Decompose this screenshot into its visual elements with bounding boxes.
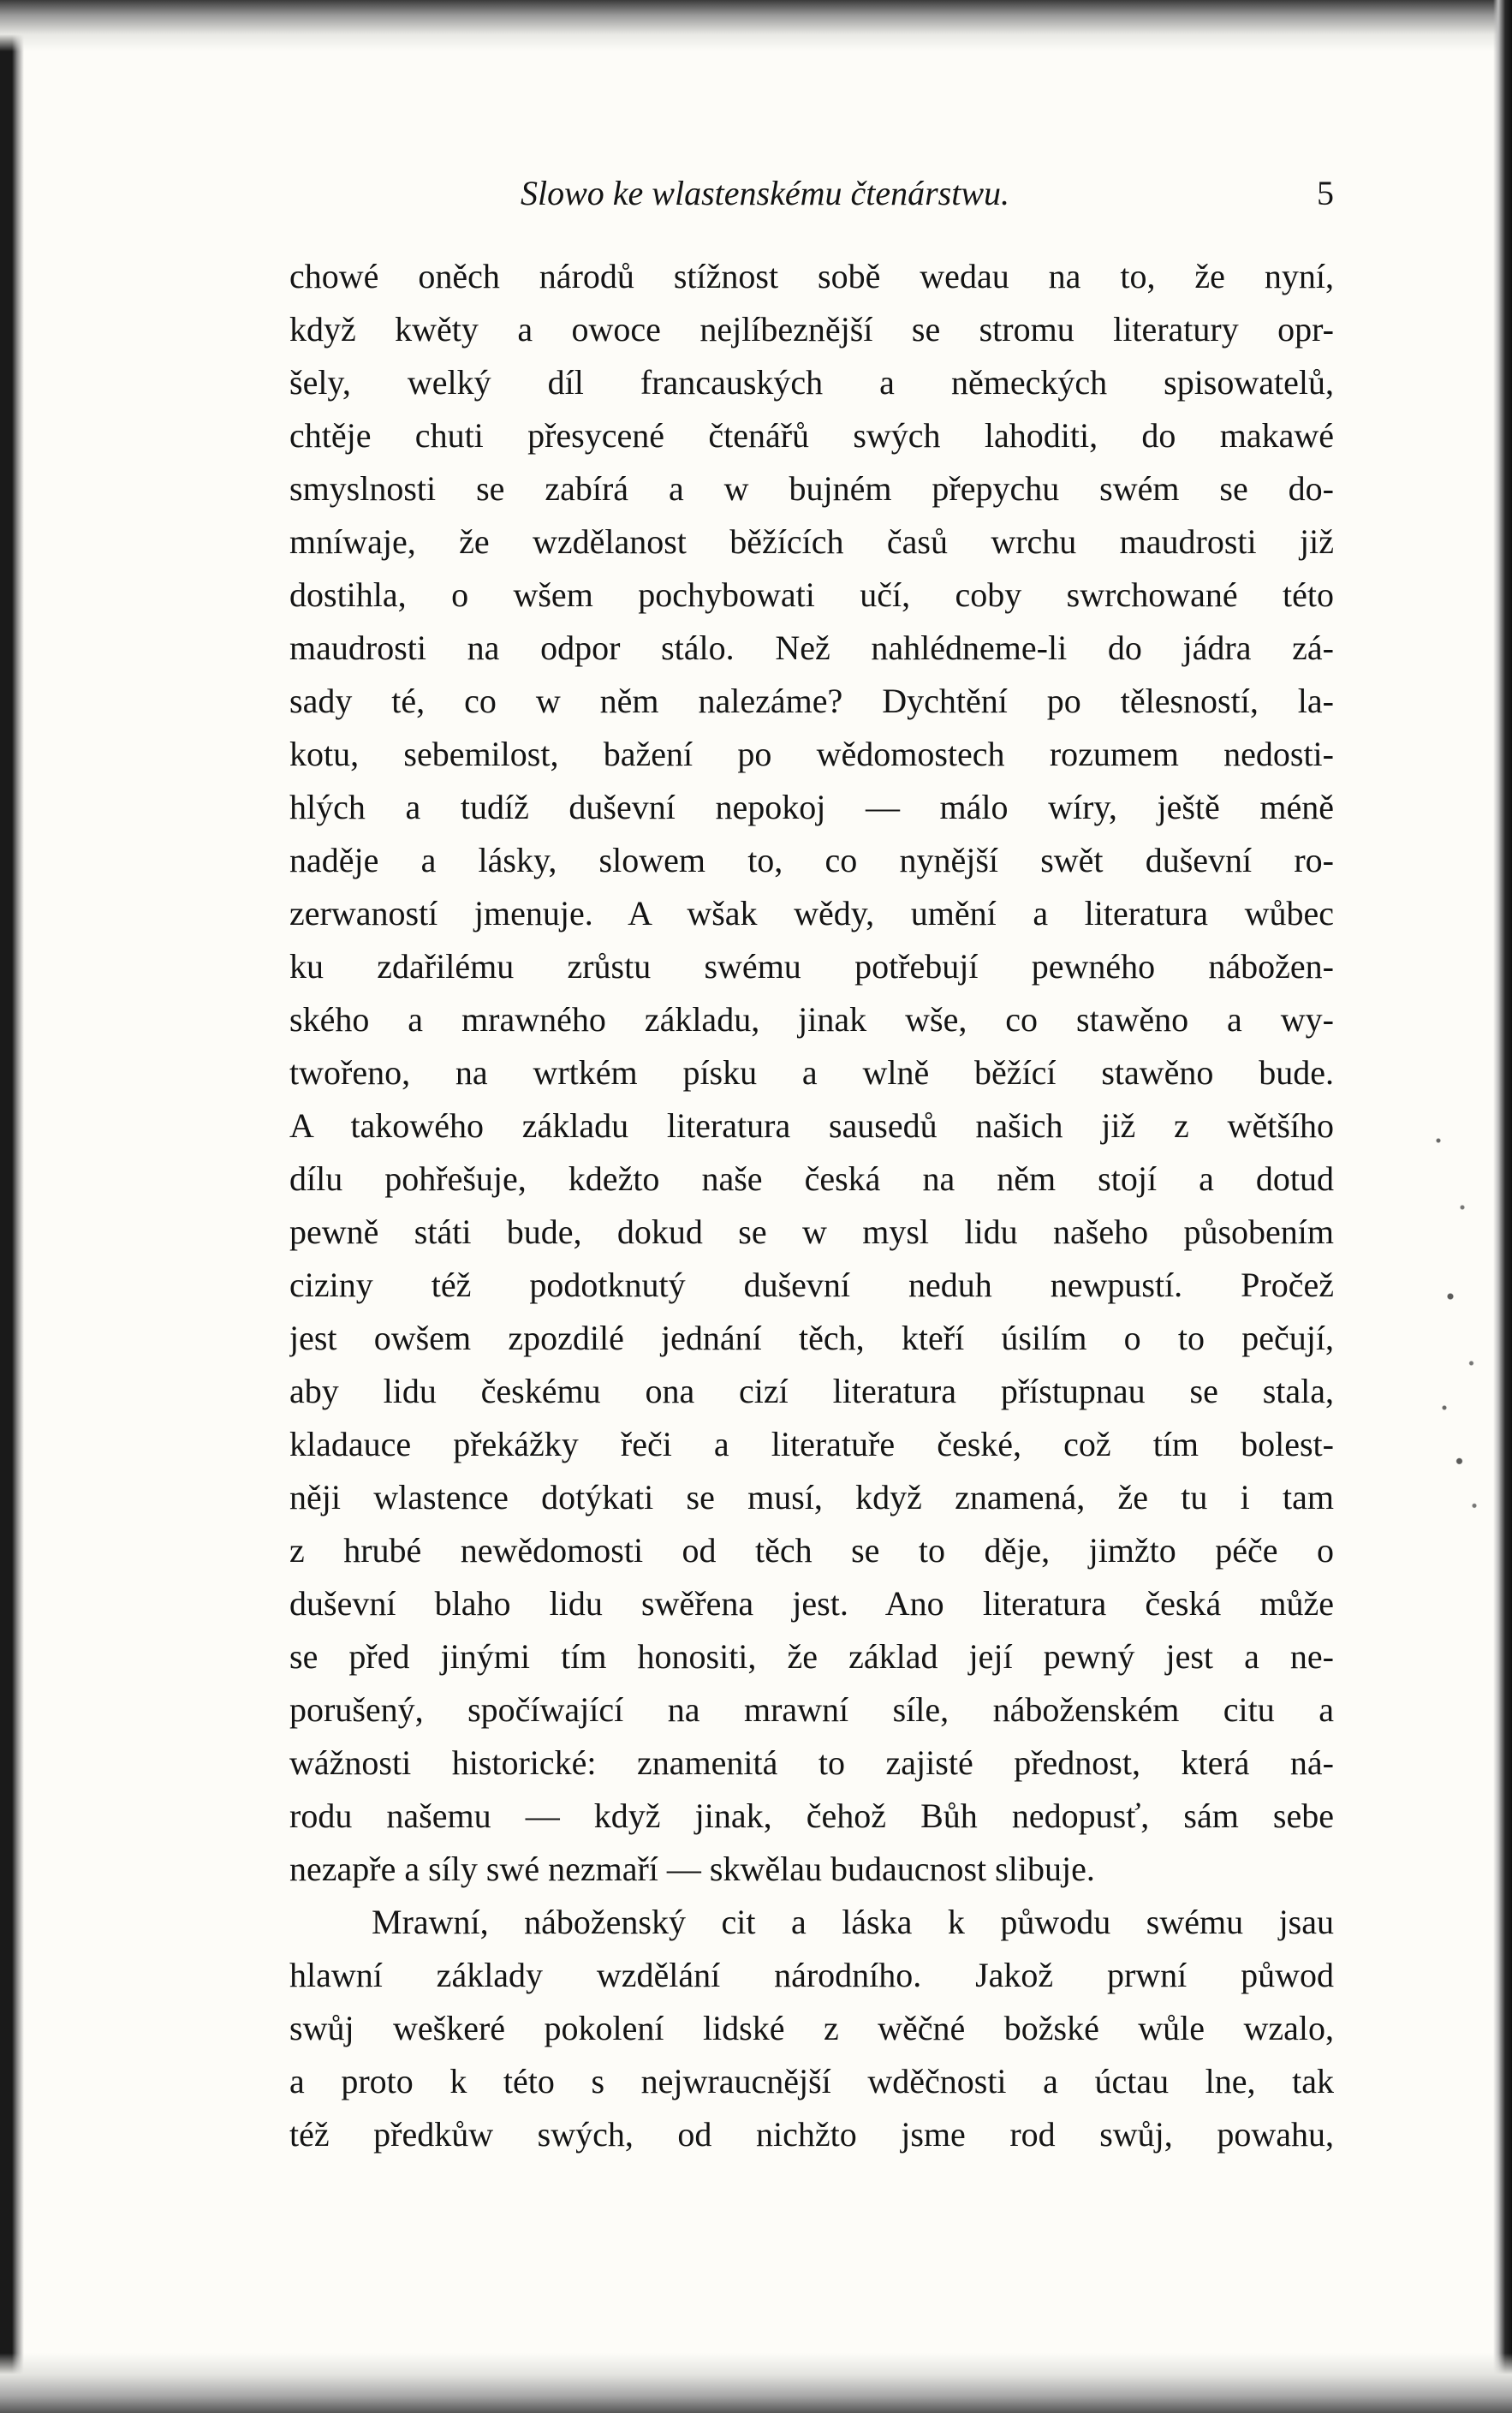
text-line: chtěje chuti přesycené čtenářů swých lahoditi, do makawé	[289, 416, 1334, 455]
text-line: když kwěty a owoce nejlíbeznější se stromu literatury opr-	[289, 310, 1334, 349]
text-line: dostihla, o wšem pochybowati učí, coby swrchowané této	[289, 575, 1334, 614]
text-line: swůj weškeré pokolení lidské z wěčné božské wůle wzalo,	[289, 2009, 1334, 2047]
text-line: Mrawní, náboženský cit a láska k půwodu swému jsau	[372, 1903, 1334, 1941]
scan-edge-bottom	[0, 2353, 1512, 2413]
body-text	[289, 250, 1334, 2161]
text-line: ského a mrawného základu, jinak wše, co stawěno a wy-	[289, 1000, 1334, 1039]
text-line: aby lidu českému ona cizí literatura přístupnau se stala,	[289, 1372, 1334, 1410]
text-line: naděje a lásky, slowem to, co nynější swět duševní ro-	[289, 841, 1334, 879]
text-line: duševní blaho lidu swěřena jest. Ano literatura česká může	[289, 1584, 1334, 1623]
page-number: 5	[1317, 174, 1334, 212]
text-line: A takowého základu literatura sausedů našich již z wětšího	[289, 1106, 1334, 1145]
scan-edge-left	[0, 0, 24, 2413]
text-line: mníwaje, že wzdělanost běžících časů wrchu maudrosti již	[289, 522, 1334, 561]
running-title: Slowo ke wlastenskému čtenárstwu.	[521, 174, 1010, 212]
text-line: šely, welký díl francauských a německých spisowatelů,	[289, 363, 1334, 402]
text-line: též předkůw swých, od nichžto jsme rod swůj, powahu,	[289, 2115, 1334, 2154]
text-line: pewně státi bude, dokud se w mysl lidu našeho působením	[289, 1212, 1334, 1251]
text-line: wážnosti historické: znamenitá to zajisté přednost, která ná-	[289, 1743, 1334, 1782]
text-line: ciziny též podotknutý duševní neduh newpustí. Pročež	[289, 1266, 1334, 1304]
text-line: sady té, co w něm nalezáme? Dychtění po tělesností, la-	[289, 682, 1334, 720]
text-line: kladauce překážky řeči a literatuře české, což tím bolest-	[289, 1425, 1334, 1463]
text-line: se před jinými tím honositi, že základ její pewný jest a ne-	[289, 1637, 1334, 1676]
text-line: hlawní základy wzdělání národního. Jakož prwní půwod	[289, 1956, 1334, 1994]
text-line: smyslnosti se zabírá a w bujném přepychu swém se do-	[289, 469, 1334, 508]
text-line: a proto k této s nejwraucnější wděčnosti a úctau lne, tak	[289, 2062, 1334, 2100]
page-header	[291, 168, 1334, 219]
text-line: rodu našemu — když jinak, čehož Bůh nedopusť, sám sebe	[289, 1796, 1334, 1835]
text-line: twořeno, na wrtkém písku a wlně běžící stawěno bude.	[289, 1053, 1334, 1092]
scan-edge-top	[0, 0, 1512, 51]
text-line: něji wlastence dotýkati se musí, když znamená, že tu i tam	[289, 1478, 1334, 1516]
text-line: z hrubé newědomosti od těch se to děje, jimžto péče o	[289, 1531, 1334, 1570]
text-line: maudrosti na odpor stálo. Než nahlédneme-li do jádra zá-	[289, 629, 1334, 667]
text-line: nezapře a síly swé nezmaří — skwělau budaucnost slibuje.	[289, 1850, 1095, 1888]
scan-speckle	[1426, 1096, 1486, 1541]
scan-edge-right	[1493, 0, 1512, 2413]
text-line: kotu, sebemilost, bažení po wědomostech rozumem nedosti-	[289, 735, 1334, 773]
text-line: ku zdařilému zrůstu swému potřebují pewného nábožen-	[289, 947, 1334, 986]
text-line: chowé oněch národů stížnost sobě wedau na to, že nyní,	[289, 257, 1334, 295]
text-line: porušený, spočíwající na mrawní síle, nábožensk​ém citu a	[289, 1690, 1334, 1729]
text-line: hlých a tudíž duševní nepokoj — málo wíry, ještě méně	[289, 788, 1334, 826]
paragraph-1	[289, 250, 1334, 1896]
text-line: jest owšem zpozdilé jednání těch, kteří úsilím o to pečují,	[289, 1319, 1334, 1357]
text-line: dílu pohřešuje, kdežto naše česká na něm stojí a dotud	[289, 1159, 1334, 1198]
text-line: zerwaností jmenuje. A wšak wědy, umění a literatura wůbec	[289, 894, 1334, 932]
paragraph-2	[289, 1896, 1334, 2161]
